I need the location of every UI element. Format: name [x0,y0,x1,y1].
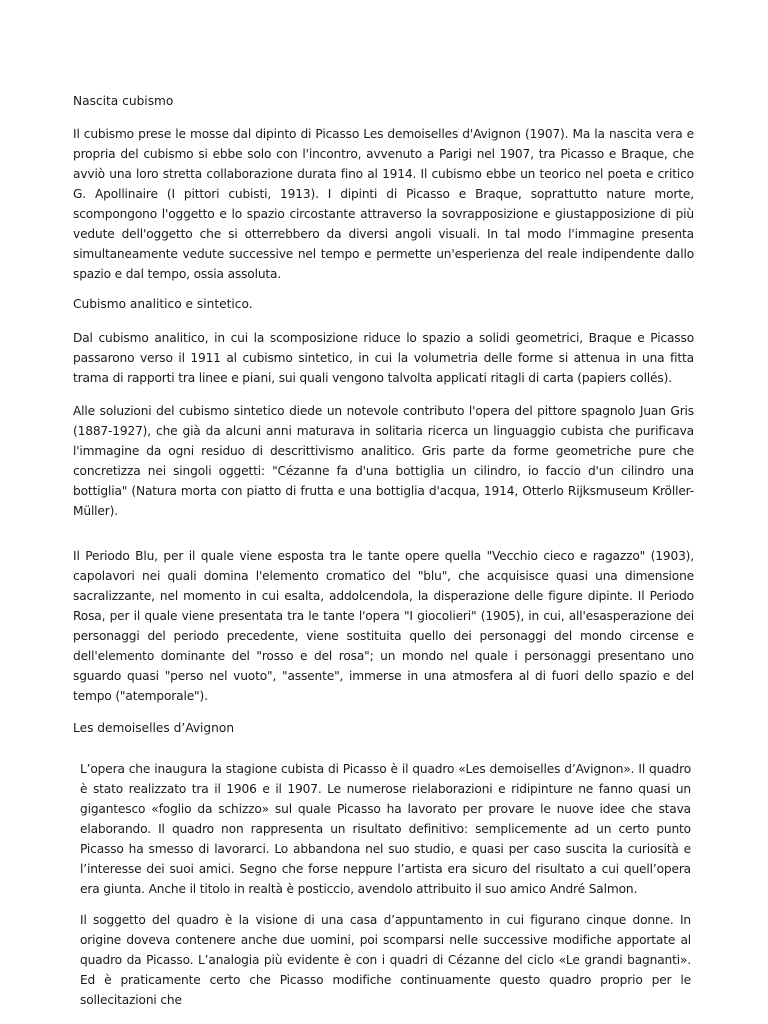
paragraph-cubismo-analitico: Dal cubismo analitico, in cui la scomposizione riduce lo spazio a solidi geometrici, Braque e Picasso passarono verso il 1911 al cubismo sintetico, in cui la volumetria delle forme si attenua in una fitta trama di rapporti tra linee e piani, sui quali vengono talvolta applicati ritagli di carta (papiers collés). [73,331,694,385]
paragraph-demoiselles-soggetto: Il soggetto del quadro è la visione di una casa d’appuntamento in cui figurano cinque donne. In origine doveva contenere anche due uomini, poi scomparsi nelle successive modifiche apportate al quadro da Picasso. L’analogia più evidente è con i quadri di Cézanne del ciclo «Le grandi bagnanti». Ed è praticamente certo che Picasso modifiche continuamente questo quadro proprio per le sollecitazioni che [80,913,691,1007]
heading-cubismo-analitico-sintetico: Cubismo analitico e sintetico. [73,297,253,311]
paragraph-periodo-blu-rosa: Il Periodo Blu, per il quale viene esposta tra le tante opere quella "Vecchio cieco e ragazzo" (1903), capolavori nei quali domina l'elemento cromatico del "blu", che acquisisce quasi una dimensione sacralizzante, nel momento in cui esalta, addolcendola, la disperazione delle figure dipinte. Il Periodo Rosa, per il quale viene presentata tra le tante l'opera "I giocolieri" (1905), in cui, all'esasperazione dei personaggi del periodo precedente, viene sostituita quello dei personaggi del mondo circense e dell'elemento dominante del "rosso e del rosa"; un mondo nel quale i personaggi presentano uno sguardo quasi "perso nel vuoto", "assente", immerse in una atmosfera al di fuori dello spazio e del tempo ("atemporale"). [73,549,694,703]
heading-nascita-cubismo: Nascita cubismo [73,94,174,108]
heading-les-demoiselles: Les demoiselles d’Avignon [73,721,235,735]
paragraph-nascita-cubismo: Il cubismo prese le mosse dal dipinto di Picasso Les demoiselles d'Avignon (1907). Ma la nascita vera e propria del cubismo si ebbe solo con l'incontro, avvenuto a Parigi nel 1907, tra Picasso e Braque, che avviò una loro stretta collaborazione durata fino al 1914. Il cubismo ebbe un teorico nel poeta e critico G. Apollinaire (I pittori cubisti, 1913). I dipinti di Picasso e Braque, soprattutto nature morte, scompongono l'oggetto e lo spazio circostante attraverso la sovrapposizione e giustapposizione di più vedute dell'oggetto che si otterrebbero da diversi angoli visuali. In tal modo l'immagine presenta simultaneamente vedute successive nel tempo e permette un'esperienza del reale indipendente dallo spazio e dal tempo, ossia assoluta. [73,127,694,281]
paragraph-demoiselles-opera: L’opera che inaugura la stagione cubista di Picasso è il quadro «Les demoiselles d’Avignon». Il quadro è stato realizzato tra il 1906 e il 1907. Le numerose rielaborazioni e ridipinture ne fanno quasi un gigantesco «foglio da schizzo» sul quale Picasso ha lavorato per provare le nuove idee che stava elaborando. Il quadro non rappresenta un risultato definitivo: semplicemente ad un certo punto Picasso ha smesso di lavorarci. Lo abbandona nel suo studio, e quasi per caso suscita la curiosità e l’interesse dei suoi amici. Segno che forse neppure l’artista era sicuro del risultato a cui quell’opera era giunta. Anche il titolo in realtà è posticcio, avendolo attribuito il suo amico André Salmon. [80,762,691,896]
paragraph-juan-gris: Alle soluzioni del cubismo sintetico diede un notevole contributo l'opera del pittore spagnolo Juan Gris (1887-1927), che già da alcuni anni maturava in solitaria ricerca un linguaggio cubista che purificava l'immagine da ogni residuo di descrittivismo analitico. Gris parte da forme geometriche pure che concretizza nei singoli oggetti: "Cézanne fa d'una bottiglia un cilindro, io faccio d'un cilindro una bottiglia" (Natura morta con piatto di frutta e una bottiglia d'acqua, 1914, Otterlo Rijksmuseum Kröller-Müller). [73,404,694,518]
